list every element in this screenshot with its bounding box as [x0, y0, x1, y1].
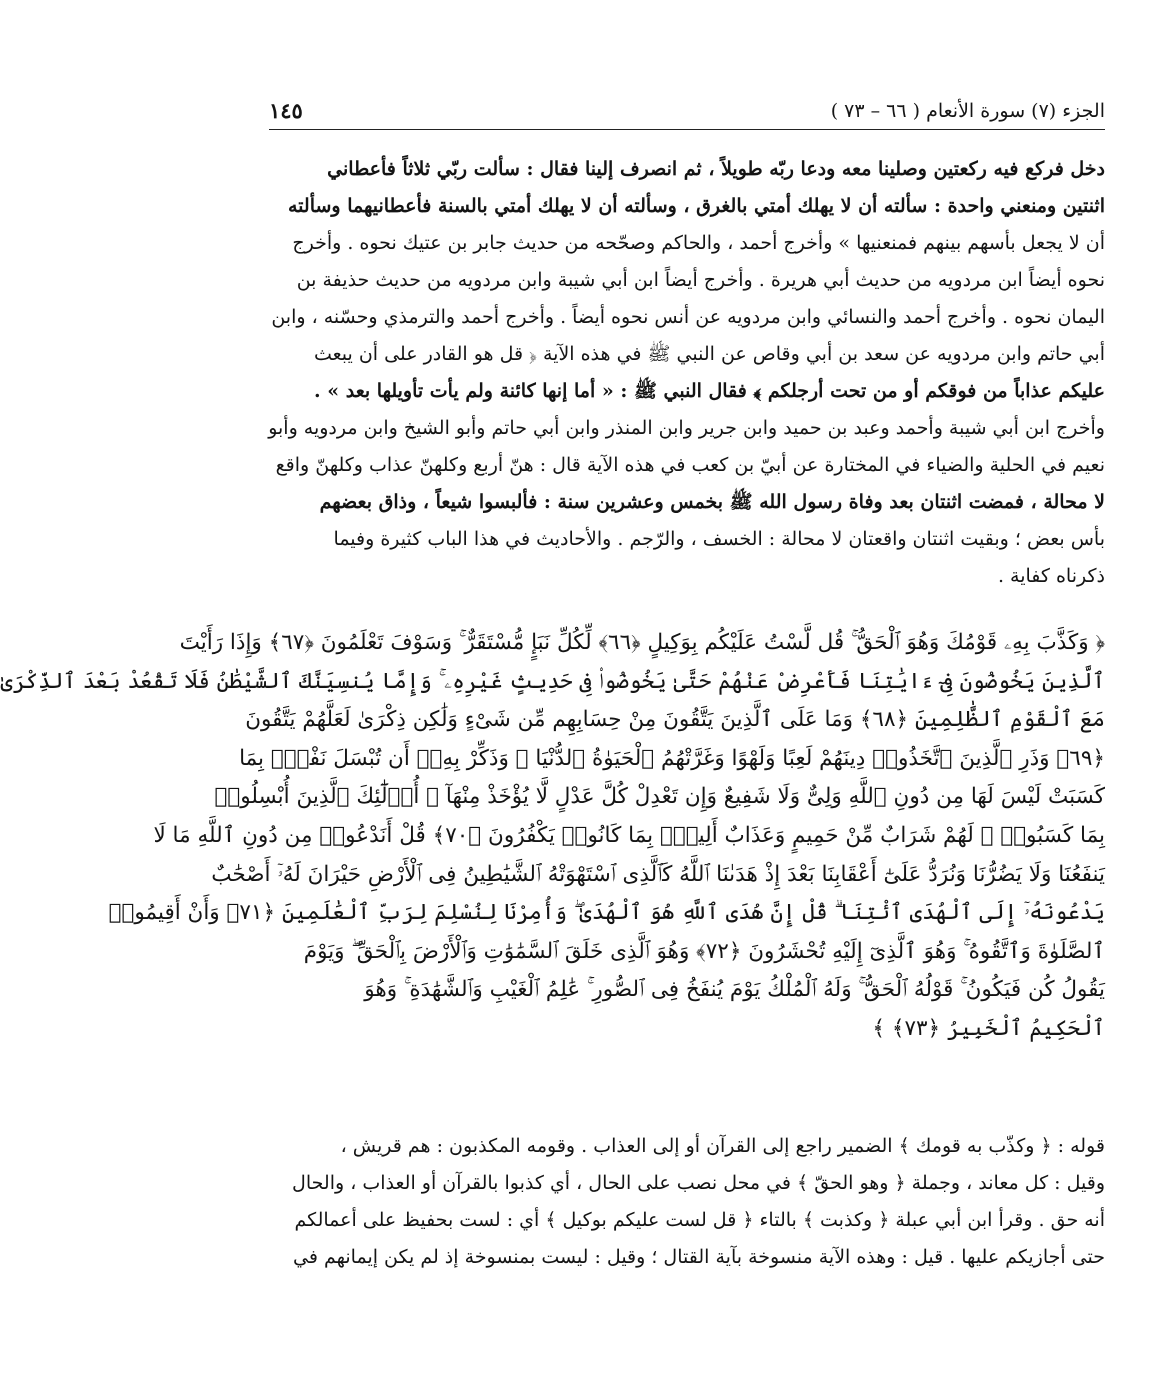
verse-line: ﴿ وَكَذَّبَ بِهِۦ قَوْمُكَ وَهُوَ ٱلْحَقُّ ۚ قُل لَّسْتُ عَلَيْكُم بِوَكِيلٍ ﴿٦٦﴾ لِّكُلِّ نَبَإٍ مُّسْتَقَرٌّ ۚ وَسَوْفَ تَعْلَمُونَ ﴿٦٧﴾ وَإِذَا رَأَيْتَ	[179, 630, 1105, 655]
text-line: قوله : ﴿ وكذّب به قومك ﴾ الضمير راجع إلى القرآن أو إلى العذاب . وقومه المكذبون : هم قريش ،	[340, 1135, 1105, 1157]
text-line: حتى أجازيكم عليها . قيل : وهذه الآية منسوخة بآية القتال ؛ وقيل : ليست بمنسوخة إذ لم يكن إيمانهم في	[293, 1246, 1105, 1268]
text-line: وأخرج ابن أبي شيبة وأحمد وعبد بن حميد وابن جرير وابن المنذر وابن أبي حاتم وأبو الشيخ وابن مردويه وأبو	[268, 417, 1105, 439]
verse-line: ﴿٦٩﴾ وَذَرِ ٱلَّذِينَ ٱتَّخَذُوا۟ دِينَهُمْ لَعِبًا وَلَهْوًا وَغَرَّتْهُمُ ٱلْحَيَوٰةُ ٱلدُّنْيَا ۚ وَذَكِّرْ بِهِۦٓ أَن تُبْسَلَ نَفْسٌۢ بِمَا	[239, 745, 1105, 771]
verse-line: ٱلْحَكِيمُ ٱلْخَبِيرُ ﴿٧٣﴾ ﴾	[872, 1015, 1105, 1041]
text-line: نحوه أيضاً ابن مردويه من حديث أبي هريرة . وأخرج أيضاً ابن أبي شيبة وابن مردويه من حديث حذيفة بن	[296, 269, 1105, 291]
text-line: لا محالة ، فمضت اثنتان بعد وفاة رسول الله ﷺ بخمس وعشرين سنة : فألبسوا شيعاً ، وذاق بعضهم	[319, 491, 1105, 513]
verse-line: يَقُولُ كُن فَيَكُونُ ۚ قَوْلُهُ ٱلْحَقُّ ۚ وَلَهُ ٱلْمُلْكُ يَوْمَ يُنفَخُ فِى ٱلصُّورِ ۚ عَٰلِمُ ٱلْغَيْبِ وَٱلشَّهَٰدَةِ ۚ وَهُوَ	[364, 977, 1105, 1003]
text-line: وقيل : كل معاند ، وجملة ﴿ وهو الحقّ ﴾ في محل نصب على الحال ، أي كذبوا بالقرآن أو العذاب ، والحال	[292, 1172, 1105, 1194]
verse-line: يَدْعُونَهُۥٓ إِلَى ٱلْهُدَى ٱئْتِنَا ۗ قُلْ إِنَّ هُدَى ٱللَّهِ هُوَ ٱلْهُدَىٰ ۖ وَأُمِرْنَا لِنُسْلِمَ لِرَبِّ ٱلْعَٰلَمِينَ ﴿٧١﴾ وَأَنْ أَقِيمُوا۟	[108, 900, 1105, 926]
header-title: الجزء (٧) سورة الأنعام ( ٦٦ – ٧٣ )	[830, 100, 1105, 122]
running-header	[269, 96, 1105, 132]
text-line: بأس بعض ؛ وبقيت اثنتان واقعتان لا محالة : الخسف ، والرّجم . والأحاديث في هذا الباب كثيرة وفيما	[333, 528, 1105, 550]
tafsir-paragraph	[269, 1128, 1105, 1276]
verse-line: يَنفَعُنَا وَلَا يَضُرُّنَا وَنُرَدُّ عَلَىٰٓ أَعْقَابِنَا بَعْدَ إِذْ هَدَىٰنَا ٱللَّهُ كَٱلَّذِى ٱسْتَهْوَتْهُ ٱلشَّيَٰطِينُ فِى ٱلْأَرْضِ حَيْرَانَ لَهُۥٓ أَصْحَٰبٌ	[211, 861, 1105, 887]
verse-line: بِمَا كَسَبُوا۟ ۖ لَهُمْ شَرَابٌ مِّنْ حَمِيمٍ وَعَذَابٌ أَلِيمٌۢ بِمَا كَانُوا۟ يَكْفُرُونَ ﴿٧٠﴾ قُلْ أَنَدْعُوا۟ مِن دُونِ ٱللَّهِ مَا لَا	[153, 822, 1105, 848]
page-number: ١٤٥	[269, 98, 303, 123]
text-line: اثنتين ومنعني واحدة : سألته أن لا يهلك أمتي بالغرق ، وسألته أن لا يهلك أمتي بالسنة فأعطانيهما وسألته	[287, 195, 1105, 217]
text-line: أن لا يجعل بأسهم بينهم فمنعنيها » وأخرج أحمد ، والحاكم وصحّحه من حديث جابر بن عتيك نحوه . وأخرج	[292, 232, 1105, 254]
text-line: دخل فركع فيه ركعتين وصلينا معه ودعا ربّه طويلاً ، ثم انصرف إلينا فقال : سألت ربّي ثلاثاً فأعطاني	[327, 158, 1105, 180]
text-line: ذكرناه كفاية .	[997, 565, 1105, 587]
header-rule	[269, 129, 1105, 130]
verse-line: ٱلصَّلَوٰةَ وَٱتَّقُوهُ ۚ وَهُوَ ٱلَّذِىٓ إِلَيْهِ تُحْشَرُونَ ﴿٧٢﴾ وَهُوَ ٱلَّذِى خَلَقَ ٱلسَّمَٰوَٰتِ وَٱلْأَرْضَ بِٱلْحَقِّ ۖ وَيَوْمَ	[303, 938, 1105, 964]
text-line: أبي حاتم وابن مردويه عن سعد بن أبي وقاص عن النبي ﷺ في هذه الآية ﴿ قل هو القادر على أن يبعث	[313, 343, 1105, 365]
text-line: أنه حق . وقرأ ابن أبي عبلة ﴿ وكذبت ﴾ بالتاء ﴿ قل لست عليكم بوكيل ﴾ أي : لست بحفيظ على أعمالكم	[294, 1209, 1105, 1231]
commentary-paragraph	[269, 151, 1105, 595]
verse-line: مَعَ ٱلْقَوْمِ ٱلظَّٰلِمِينَ ﴿٦٨﴾ وَمَا عَلَى ٱلَّذِينَ يَتَّقُونَ مِنْ حِسَابِهِم مِّن شَىْءٍ وَلَٰكِن ذِكْرَىٰ لَعَلَّهُمْ يَتَّقُونَ	[245, 707, 1105, 733]
text-line: نعيم في الحلية والضياء في المختارة عن أبيّ بن كعب في هذه الآية قال : هنّ أربع وكلهنّ عذاب وكلهنّ واقع	[275, 454, 1105, 476]
quran-verses-block	[0, 624, 1105, 1049]
text-line: اليمان نحوه . وأخرج أحمد والنسائي وابن مردويه عن أنس نحوه أيضاً . وأخرج أحمد والترمذي وحسّنه ، وابن	[271, 306, 1105, 328]
text-line: عليكم عذاباً من فوقكم أو من تحت أرجلكم ﴾ فقال النبي ﷺ : « أما إنها كائنة ولم يأت تأويلها بعد » .	[314, 380, 1105, 402]
verse-line: كَسَبَتْ لَيْسَ لَهَا مِن دُونِ ٱللَّهِ وَلِىٌّ وَلَا شَفِيعٌ وَإِن تَعْدِلْ كُلَّ عَدْلٍ لَّا يُؤْخَذْ مِنْهَآ ۗ أُو۟لَٰٓئِكَ ٱلَّذِينَ أُبْسِلُوا۟	[214, 784, 1105, 810]
verse-line: ٱلَّذِينَ يَخُوضُونَ فِىٓ ءَايَٰتِنَا فَأَعْرِضْ عَنْهُمْ حَتَّىٰ يَخُوضُوا۟ فِى حَدِيثٍ غَيْرِهِۦ ۚ وَإِمَّا يُنسِيَنَّكَ ٱلشَّيْطَٰنُ فَلَا تَقْعُدْ بَعْدَ ٱلذِّكْرَىٰ	[0, 668, 1105, 694]
